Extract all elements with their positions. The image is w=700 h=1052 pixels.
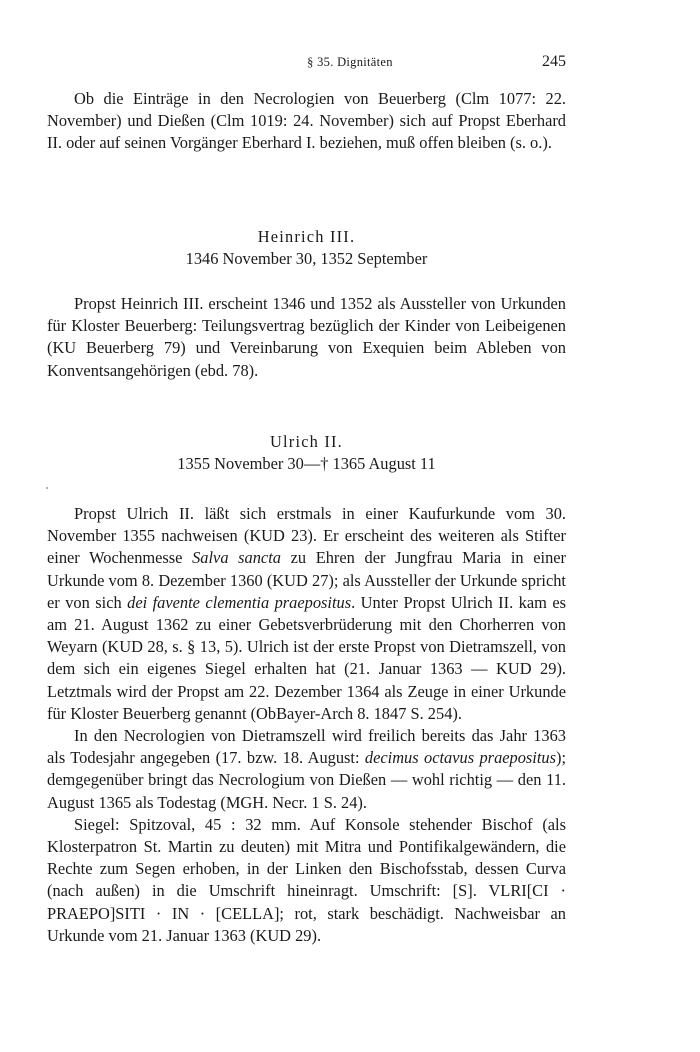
text-run: . Unter Propst Ulrich II. kam es am 21. August 1362 zu einer Gebetsverbrüderung mit den Chorherren von Weyarn (KUD 28, s. § 13, 5). Ulrich ist der erste Propst von Dietramszell, von dem sich ein eigenes Siegel erhalten hat (21. Januar 1363 — KUD 29). Letztmals wird der Propst am 22. Dezember 1364 als Zeuge in einer Urkunde für Kloster Beuerberg genannt (ObBayer-Arch 8. 1847 S. 254). <box>47 592 566 723</box>
heinrich-paragraph: Propst Heinrich III. erscheint 1346 und 1352 als Aussteller von Urkunden für Kloster Beuerberg: Teilungsvertrag bezüglich der Kinder von Leibeigenen (KU Beuerberg 79) und Vereinbarung von Exequien beim Ableben von Konventsangehörigen (ebd. 78). <box>47 294 566 380</box>
ulrich-seal-paragraph: Siegel: Spitzoval, 45 : 32 mm. Auf Konsole stehender Bischof (als Klosterpatron St. Martin zu deuten) mit Mitra und Pontifikalgewändern, die Rechte zum Segen erhoben, in der Linken den Bischofsstab, dessen Curva (nach außen) in die Umschrift hineinragt. Umschrift: [S]. VLRI[CI · PRAEPO]SITI · IN · [CELLA]; rot, stark beschädigt. Nachweisbar an Urkunde vom 21. Januar 1363 (KUD 29). <box>47 814 566 945</box>
ulrich-paragraph-1 <box>47 503 566 725</box>
running-title: § 35. Dignitäten <box>307 55 393 69</box>
running-head <box>0 53 700 73</box>
italic-latin-term: decimus octavus praepositus <box>364 748 556 768</box>
page-number: 245 <box>542 53 566 70</box>
text-run: In den Necrologien von Dietramszell wird freilich bereits das Jahr 1363 als Todesjahr angegeben (17. bzw. 18. August: <box>47 726 566 768</box>
ulrich-heading <box>47 431 566 475</box>
entry-dates-ulrich: 1355 November 30—† 1365 August 11 <box>177 454 436 473</box>
heinrich-section <box>47 293 566 382</box>
text-run: ); demgegenüber bringt das Necrologium von Dießen — wohl richtig — den 11. August 1365 als Todestag (MGH. Necr. 1 S. 24). <box>47 748 566 812</box>
stray-mark <box>46 487 48 489</box>
text-run: zu Ehren der Jungfrau Maria in einer Urkunde vom 8. Dezember 1360 (KUD 27); als Aussteller der Urkunde spricht er von sich <box>47 548 566 612</box>
ulrich-paragraph-2 <box>47 725 566 814</box>
intro-section <box>47 88 566 155</box>
ulrich-section <box>47 503 566 947</box>
intro-paragraph: Ob die Einträge in den Necrologien von Beuerberg (Clm 1077: 22. November) und Dießen (Clm 1019: 24. November) sich auf Propst Eberhard II. oder auf seinen Vorgänger Eberhard I. beziehen, muß offen bleiben (s. o.). <box>47 89 566 153</box>
italic-latin-term: dei favente clementia praepositus <box>127 592 352 612</box>
entry-dates-heinrich: 1346 November 30, 1352 September <box>185 249 428 268</box>
text-run: Propst Ulrich II. läßt sich erstmals in einer Kaufurkunde vom 30. November 1355 nachweisen (KUD 23). Er erscheint des weiteren als Stifter einer Wochenmesse <box>47 504 566 568</box>
entry-name-heinrich: Heinrich III. <box>257 227 356 246</box>
heinrich-heading <box>47 226 566 270</box>
italic-latin-term: Salva sancta <box>192 548 281 568</box>
entry-name-ulrich: Ulrich II. <box>270 432 343 451</box>
